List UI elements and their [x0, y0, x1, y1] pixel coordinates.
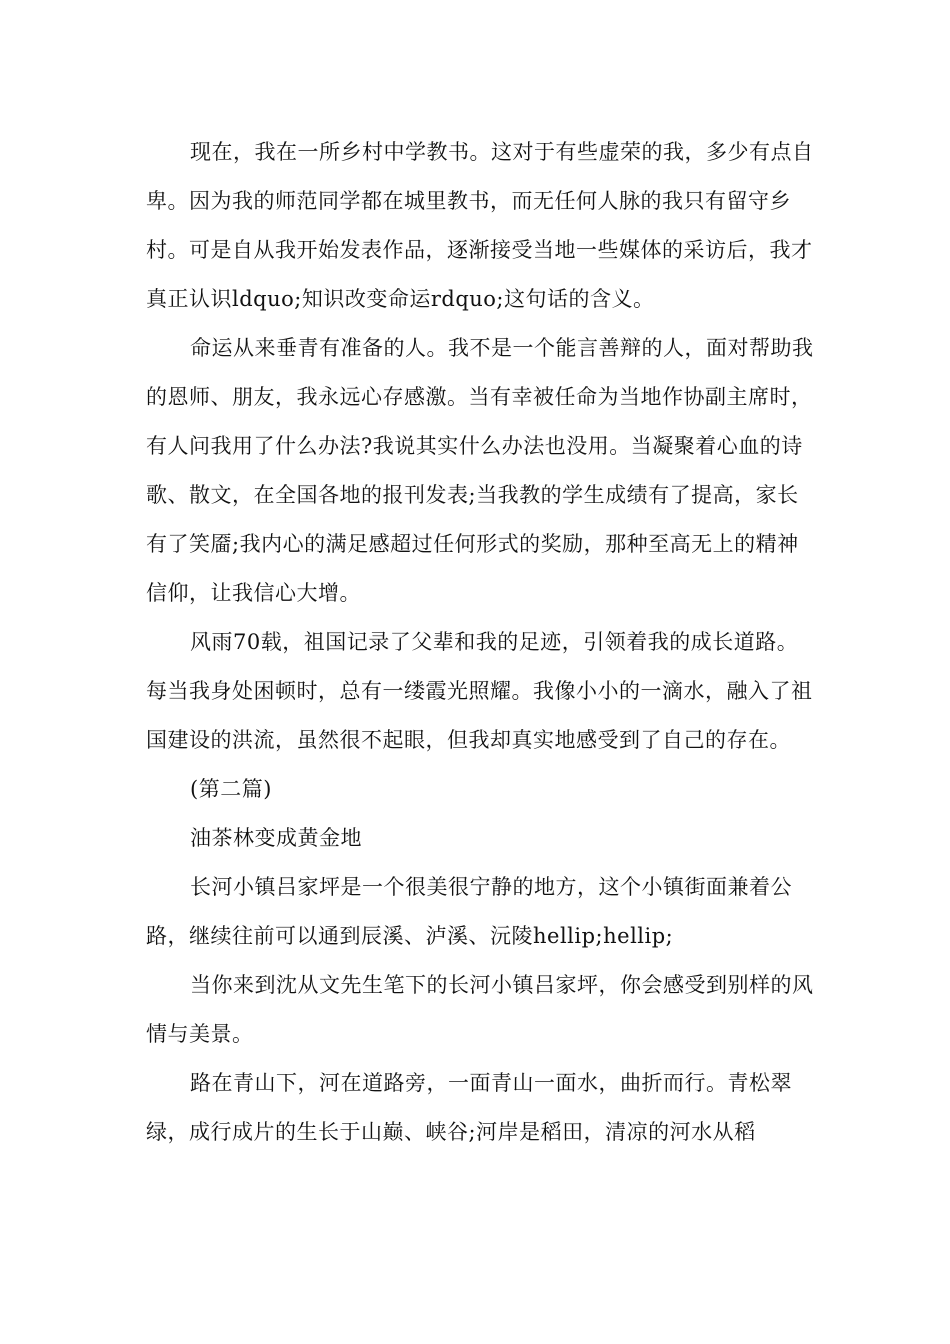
- paragraph-destiny: 命运从来垂青有准备的人。我不是一个能言善辩的人，面对帮助我的恩师、朋友，我永远心存感激。当有幸被任命为当地作协副主席时，有人问我用了什么办法?我说其实什么办法也没用。当凝聚着心血的诗歌、散文，在全国各地的报刊发表;当我教的学生成绩有了提高，家长有了笑靥;我内心的满足感超过任何形式的奖励，那种至高无上的精神信仰，让我信心大增。: [146, 336, 814, 605]
- section-title: 油茶林变成黄金地: [190, 826, 362, 850]
- paragraph-town-intro: 长河小镇吕家坪是一个很美很宁静的地方，这个小镇街面兼着公路，继续往前可以通到辰溪、泸溪、沅陵hellip;hellip;: [146, 875, 792, 948]
- paragraph-town-scenery: 当你来到沈从文先生笔下的长河小镇吕家坪，你会感受到别样的风情与美景。: [146, 973, 814, 1046]
- section-label: (第二篇): [190, 777, 272, 801]
- paragraph-seventy-years: 风雨70载，祖国记录了父辈和我的足迹，引领着我的成长道路。每当我身处困顿时，总有一缕霞光照耀。我像小小的一滴水，融入了祖国建设的洪流，虽然很不起眼，但我却真实地感受到了自己的存在。: [146, 630, 813, 752]
- paragraph-rural-teacher: 现在，我在一所乡村中学教书。这对于有些虚荣的我，多少有点自卑。因为我的师范同学都在城里教书，而无任何人脉的我只有留守乡村。可是自从我开始发表作品，逐渐接受当地一些媒体的采访后，我才真正认识ldquo;知识改变命运rdquo;这句话的含义。: [146, 140, 814, 311]
- document-body: [146, 128, 814, 1157]
- paragraph-mountain-river: 路在青山下，河在道路旁，一面青山一面水，曲折而行。青松翠绿，成行成片的生长于山巅、峡谷;河岸是稻田，清凉的河水从稻: [146, 1071, 792, 1144]
